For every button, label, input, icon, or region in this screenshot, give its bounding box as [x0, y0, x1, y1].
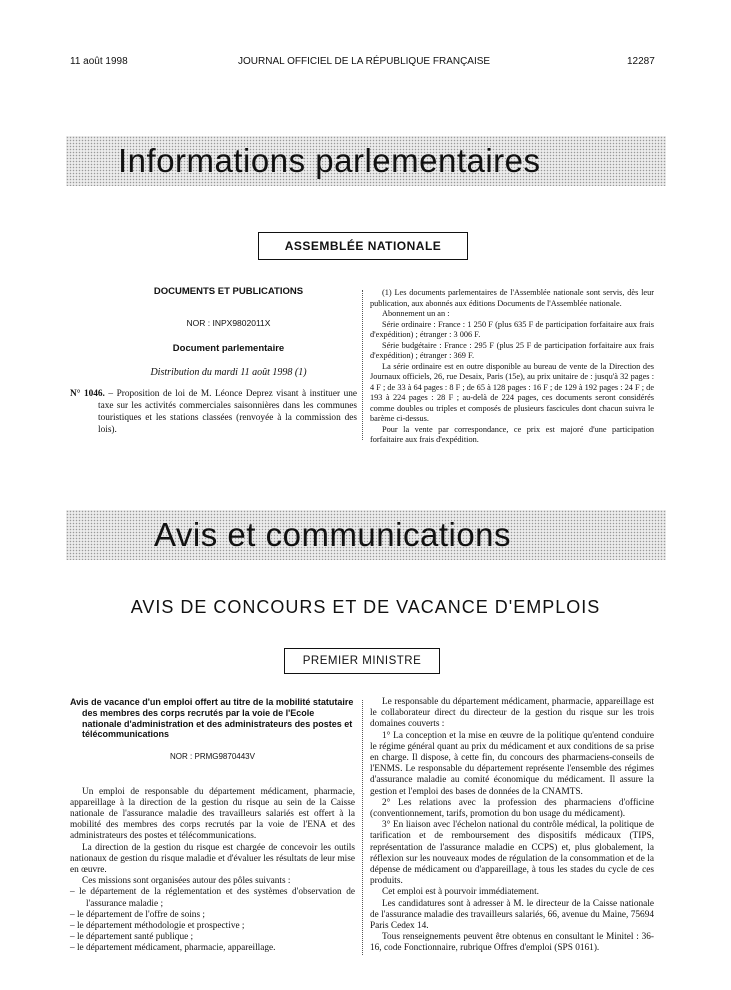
- vacancy-right-column: [370, 697, 654, 955]
- banner-informations-parlementaires: [66, 136, 666, 186]
- column-divider: [362, 290, 363, 440]
- premier-ministre-box: PREMIER MINISTRE: [284, 648, 440, 674]
- list-item: – le département méthodologie et prospective ;: [70, 921, 245, 932]
- footnote-column: [370, 288, 654, 446]
- list-item: – le département de l'offre de soins ;: [70, 909, 205, 920]
- body-paragraph: 3° En liaison avec l'échelon national du contrôle médical, la politique de tarification et de remboursement des dispositifs médicaux (TIPS, représentation de l'assurance maladie en CCPS) et, plus globalement, la réflexion sur les nouveaux modes de régulation de la consommation et de la dépense de médicament ou d'appareillage, à tous les stades du cycle de ces produits.: [370, 820, 654, 887]
- item-number: N° 1046.: [70, 388, 105, 399]
- footnote-paragraph: La série ordinaire est en outre disponible au bureau de vente de la Direction des Journaux officiels, 26, rue Desaix, Paris (15e), au prix unitaire de : jusqu'à 32 pages : 4 F ; de 33 à 64 pages : 8 F ; de 65 à 128 pages : 16 F ; de 129 à 192 pages : 24 F ; de 193 à 224 pages : 28 F ; au-delà de 224 pages, ces documents seront considérés comme doubles ou triples et composés de plusieurs fascicules dont chacun suivra le barème ci-dessus.: [370, 361, 654, 423]
- body-paragraph: Tous renseignements peuvent être obtenus en consultant le Minitel : 36-16, code Fonctionnaire, rubrique Offres d'emploi (SPS 0161).: [370, 932, 654, 954]
- banner-title: Informations parlementaires: [118, 142, 541, 179]
- document-parlementaire-heading: Document parlementaire: [172, 342, 285, 354]
- nor-reference: NOR : INPX9802011X: [186, 318, 271, 329]
- footnote-paragraph: Série ordinaire : France : 1 250 F (plus 635 F de participation forfaitaire aux frais d'expédition) ; étranger : 3 006 F.: [370, 319, 654, 339]
- body-paragraph: Ces missions sont organisées autour des pôles suivants :: [82, 876, 291, 887]
- footnote-paragraph: Série budgétaire : France : 295 F (plus 25 F de participation forfaitaire aux frais d'expédition) ; étranger : 369 F.: [370, 340, 654, 360]
- footnote-paragraph: Abonnement un an :: [382, 309, 450, 318]
- banner-avis-communications: [66, 510, 666, 560]
- footnote-paragraph: Pour la vente par correspondance, ce prix est majoré d'une participation forfaitaire aux frais d'expédition.: [370, 424, 654, 444]
- documents-publications-column: [70, 286, 357, 436]
- distribution-line: Distribution du mardi 11 août 1998 (1): [150, 367, 307, 379]
- nor-reference: NOR : PRMG9870443V: [170, 752, 255, 762]
- item-text: – Proposition de loi de M. Léonce Deprez visant à instituer une taxe sur les activités commerciales saisonnières dans les communes touristiques et les stations classées (renvoyée à la commission des lois).: [98, 388, 357, 435]
- body-paragraph: Le responsable du département médicament, pharmacie, appareillage est le collaborateur direct du directeur de la gestion du risque sur les trois domaines couverts :: [370, 697, 654, 730]
- footnote-paragraph: (1) Les documents parlementaires de l'Assemblée nationale sont servis, dès leur publication, aux abonnés aux éditions Documents de l'Assemblée nationale.: [370, 288, 654, 308]
- body-paragraph: Un emploi de responsable du département médicament, pharmacie, appareillage à la direction de la gestion du risque au sein de la Caisse nationale de l'assurance maladie des travailleurs salariés est offert à la mobilité des membres des corps recrutés par la voie de l'ENA et des administrateurs des postes et télécommunications.: [70, 786, 355, 842]
- documents-publications-heading: DOCUMENTS ET PUBLICATIONS: [153, 286, 304, 297]
- departments-list: [70, 887, 355, 954]
- notice-title: Avis de vacance d'un emploi offert au titre de la mobilité statutaire des membres des corps recrutés par la voie de l'Ecole nationale d'administration et des administrateurs des postes et télécommunications: [70, 697, 354, 740]
- concours-heading: AVIS DE CONCOURS ET DE VACANCE D'EMPLOIS: [130, 597, 601, 617]
- body-paragraph: Les candidatures sont à adresser à M. le directeur de la Caisse nationale de l'assurance maladie des travailleurs salariés, 66, avenue du Maine, 75694 Paris Cedex 14.: [370, 898, 654, 932]
- header-date: 11 août 1998: [70, 56, 128, 67]
- list-item: – le département médicament, pharmacie, appareillage.: [70, 943, 276, 954]
- body-paragraph: Cet emploi est à pourvoir immédiatement.: [382, 887, 539, 898]
- column-divider: [362, 700, 363, 955]
- assemblee-nationale-box: ASSEMBLÉE NATIONALE: [258, 232, 468, 260]
- list-item: – le département santé publique ;: [70, 932, 194, 943]
- body-paragraph: 2° Les relations avec la profession des pharmaciens d'officine (conventionnement, tarifs, promotion du bon usage du médicament).: [370, 797, 654, 820]
- vacancy-left-column: [70, 697, 355, 955]
- banner-title: Avis et communications: [154, 516, 512, 553]
- list-item: – le département de la réglementation et des systèmes d'observation de l'assurance maladie ;: [70, 887, 355, 909]
- item-1046: [70, 388, 357, 436]
- header-page-number: 12287: [627, 56, 655, 67]
- body-paragraph: 1° La conception et la mise en œuvre de la politique qu'entend conduire le régime général quant au prix du médicament et aux conditions de sa prise en charge. Il dispose, à cette fin, du concours des pharmaciens-conseils de l'ENMS. Le responsable du département représente l'ensemble des régimes d'assurance maladie au comité économique du médicament. Il assure la gestion et l'emploi des bases de données de la CNAMTS.: [370, 730, 654, 797]
- body-paragraph: La direction de la gestion du risque est chargée de concevoir les outils nationaux de gestion du risque maladie et d'évaluer les résultats de leur mise en œuvre.: [70, 842, 355, 876]
- header-journal: JOURNAL OFFICIEL DE LA RÉPUBLIQUE FRANÇAISE: [238, 56, 491, 67]
